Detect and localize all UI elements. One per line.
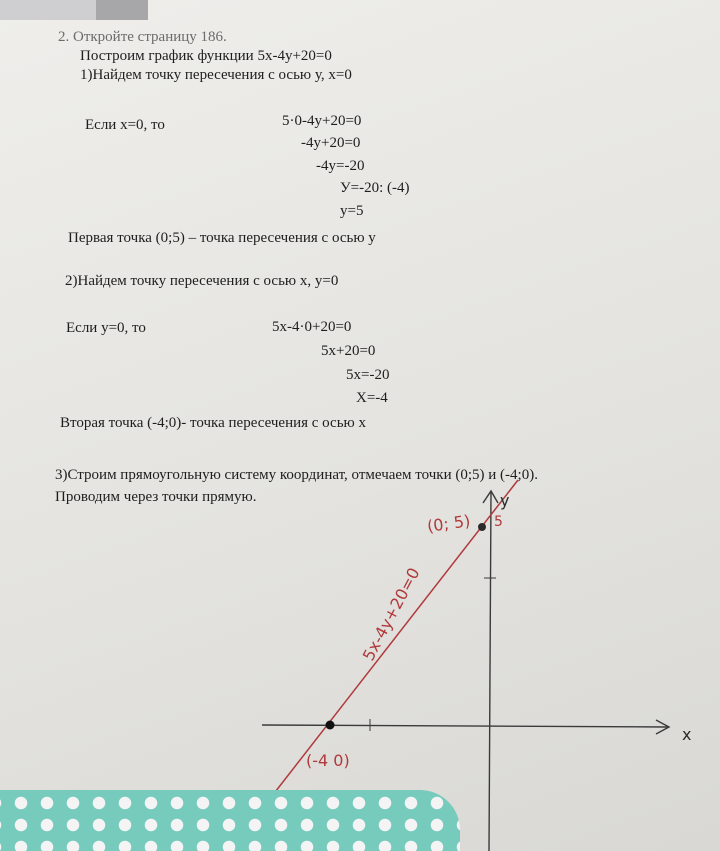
y-axis-label: у [500, 491, 510, 510]
y-axis-line [489, 492, 491, 851]
point-a-marker [478, 523, 486, 531]
point-b-label: (-4 0) [306, 751, 350, 770]
step2-eq-4: Х=-4 [356, 390, 388, 406]
task-header: 2. Откройте страницу 186. [58, 29, 227, 45]
step1-result: Первая точка (0;5) – точка пересечения с осью у [68, 230, 376, 246]
line-equation-label: 5х-4у+20=0 [358, 564, 424, 664]
step1-eq-2: -4у+20=0 [301, 135, 361, 151]
step2-eq-3: 5х=-20 [346, 367, 390, 383]
step2-condition: Если у=0, то [66, 320, 146, 336]
point-b-marker [326, 721, 335, 730]
task-intro: Построим график функции 5х-4у+20=0 [80, 48, 332, 64]
step3-line-2: Проводим через точки прямую. [55, 489, 257, 505]
step2-result: Вторая точка (-4;0)- точка пересечения с осью х [60, 415, 367, 431]
step1-condition: Если х=0, то [85, 117, 165, 133]
step1-eq-3: -4у=-20 [316, 158, 365, 174]
point-a-tick-label: 5 [494, 514, 503, 530]
decorative-dot-band [0, 790, 460, 851]
step1-title: 1)Найдем точку пересечения с осью у, х=0 [80, 67, 352, 83]
step1-eq-5: у=5 [340, 203, 364, 219]
step3-line-1: 3)Строим прямоугольную систему координат, отмечаем точки (0;5) и (-4;0). [55, 467, 538, 483]
x-axis-label: х [682, 725, 692, 744]
step2-eq-2: 5х+20=0 [321, 343, 376, 359]
point-a-label: (0; 5) [425, 511, 472, 536]
x-axis-line [262, 725, 668, 727]
step1-eq-4: У=-20: (-4) [340, 180, 410, 196]
step1-eq-1: 5·0-4у+20=0 [282, 113, 362, 129]
step2-eq-1: 5х-4·0+20=0 [272, 319, 352, 335]
step2-title: 2)Найдем точку пересечения с осью х, у=0 [65, 273, 339, 289]
